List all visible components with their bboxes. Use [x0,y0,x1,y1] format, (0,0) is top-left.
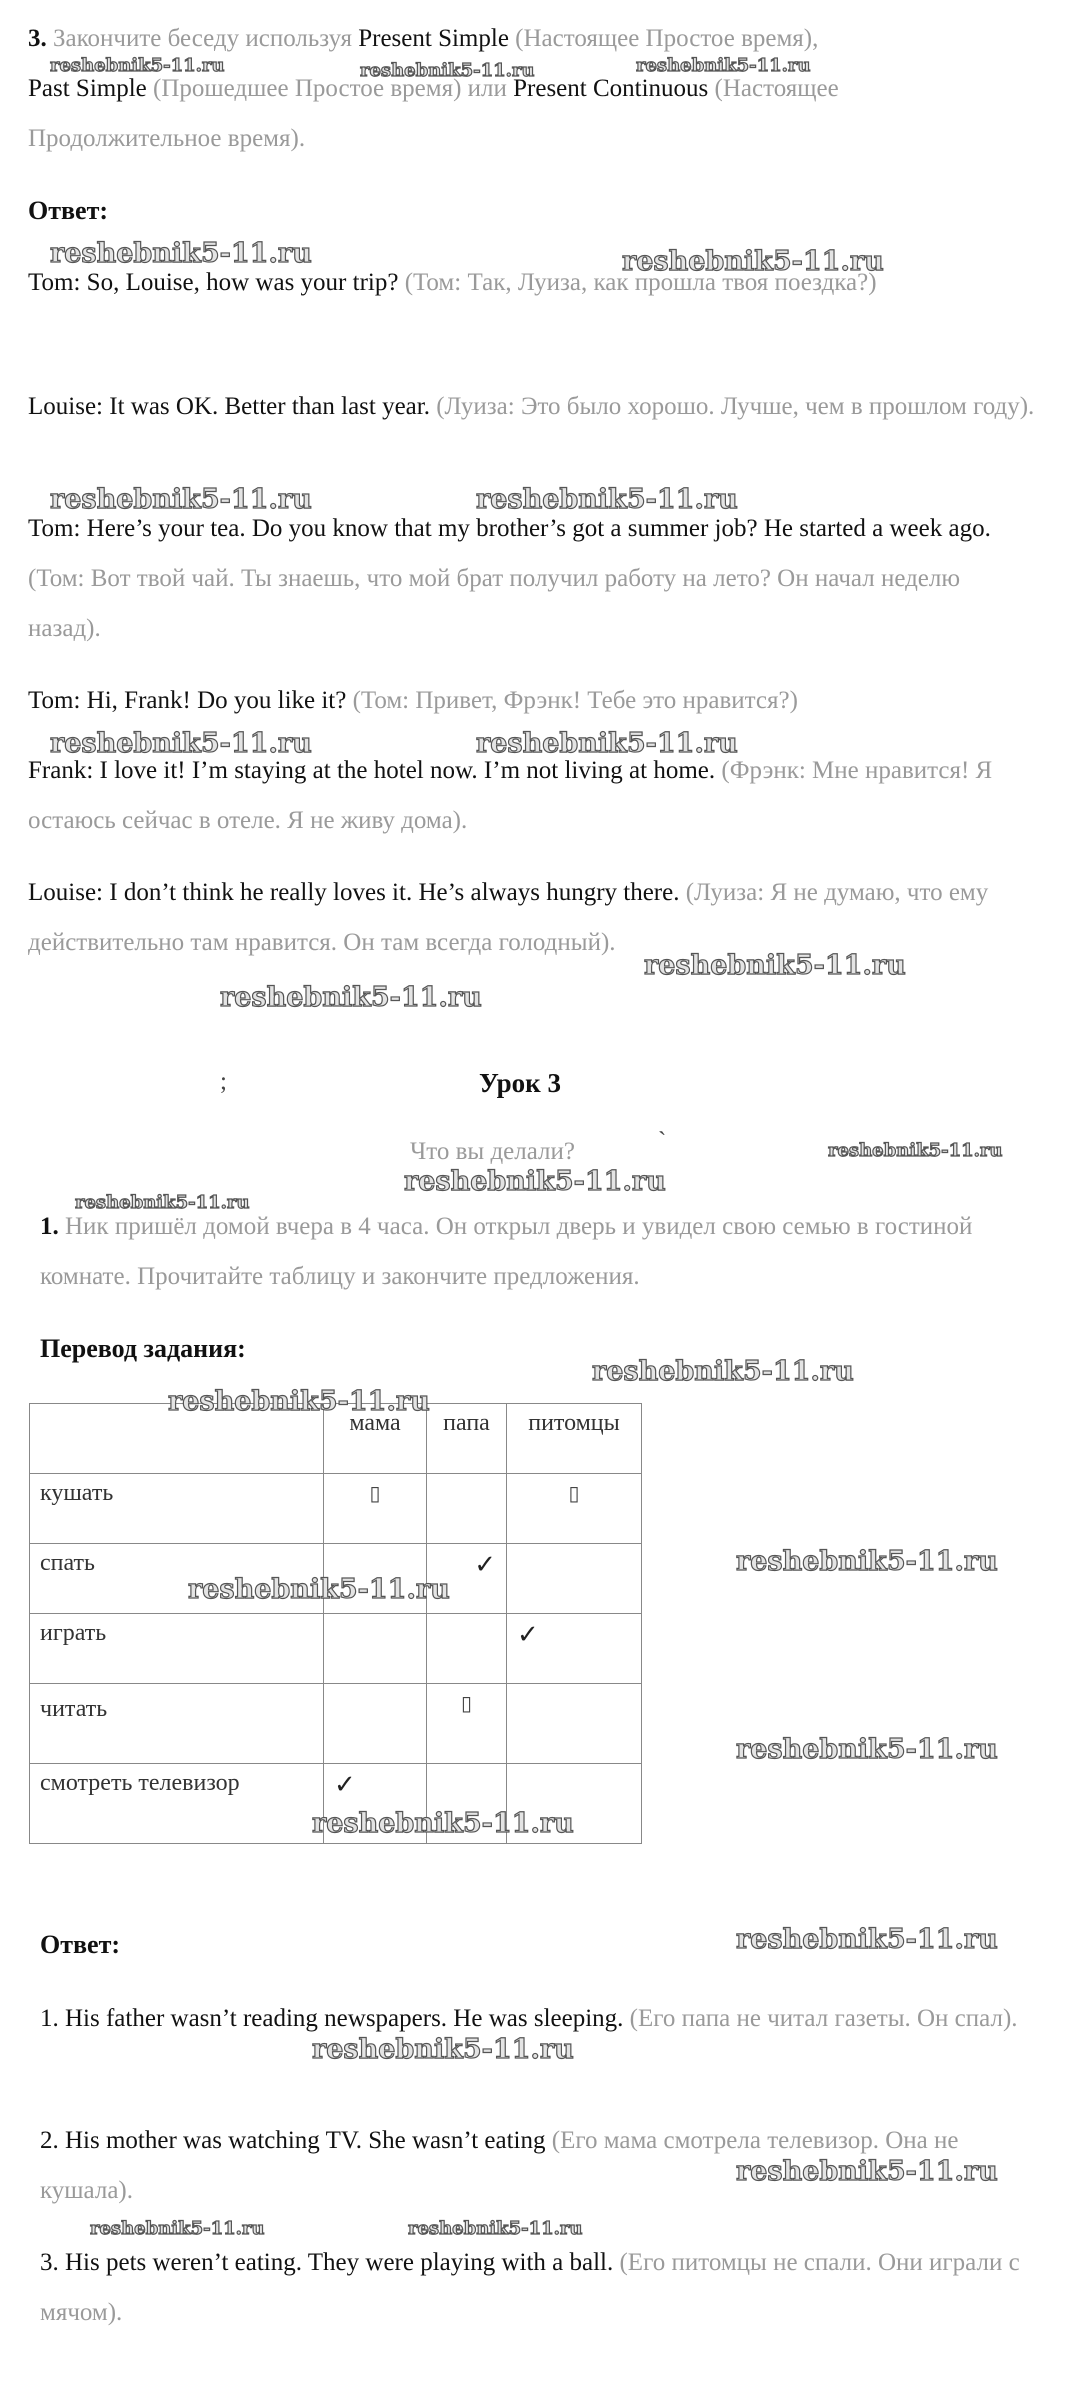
watermark: reshebnik5-11.ru [75,1192,250,1213]
dialogue-line: Tom: Hi, Frank! Do you like it? (Том: Привет, Фрэнк! Тебе это нравится?) [28,687,798,714]
table-header-cell: мама [324,1404,427,1474]
answer-item: 3. His pets weren’t eating. They were playing with a ball. (Его питомцы не спали. Они играли с мячом). [40,2249,1020,2326]
watermark: reshebnik5-11.ru [220,982,482,1013]
watermark: reshebnik5-11.ru [168,1386,430,1417]
watermark: reshebnik5-11.ru [476,728,738,759]
table-row [30,1684,642,1764]
task1-instructions: 1. Ник пришёл домой вчера в 4 часа. Он открыл дверь и увидел свою семью в гостиной комнате. Прочитайте таблицу и закончите предложения. [40,1213,973,1290]
watermark: reshebnik5-11.ru [736,2156,998,2187]
watermark: reshebnik5-11.ru [592,1356,854,1387]
answer-heading: Ответ: [28,196,109,225]
task3-instructions: 3. Закончите беседу используя Present Simple (Настоящее Простое время), Past Simple (Прошедшее Простое время) или Present Continuous (Настоящее Продолжительное время). [28,25,839,152]
answer-item: 2. His mother was watching TV. She wasn’t eating (Его мама смотрела телевизор. Она не кушала). [40,2127,959,2204]
watermark: reshebnik5-11.ru [188,1574,450,1605]
watermark: reshebnik5-11.ru [408,2218,583,2239]
stray-mark: ` [658,1128,667,1155]
table-header-cell: папа [427,1404,507,1474]
dialogue-line: Louise: It was OK. Better than last year. (Луиза: Это было хорошо. Лучше, чем в прошлом году). [28,393,1035,420]
task-number: 3. [28,25,47,52]
watermark: reshebnik5-11.ru [312,2034,574,2065]
dialogue-line: Tom: So, Louise, how was your trip? (Том: Так, Луиза, как прошла твоя поездка?) [28,269,877,296]
row-label: спать [30,1544,324,1614]
table-header-cell: питомцы [507,1404,642,1474]
answer-heading: Ответ: [40,1930,121,1959]
dialogue-line: Tom: Here’s your tea. Do you know that my brother’s got a summer job? He started a week ago. (Том: Вот твой чай. Ты знаешь, что мой брат получил работу на лето? Он начал неделю назад). [28,515,991,642]
checkmark-icon: ✓ [334,1770,356,1800]
watermark: reshebnik5-11.ru [622,246,884,277]
watermark: reshebnik5-11.ru [736,1546,998,1577]
checkbox-icon: ▯ [369,1481,381,1505]
watermark: reshebnik5-11.ru [736,1924,998,1955]
row-label: смотреть телевизор [30,1764,324,1844]
watermark: reshebnik5-11.ru [50,728,312,759]
table-row [30,1614,642,1684]
watermark: reshebnik5-11.ru [312,1808,574,1839]
watermark: reshebnik5-11.ru [360,60,535,81]
row-label: кушать [30,1474,324,1544]
task-number: 1. [40,1213,59,1240]
stray-mark: ; [220,1068,227,1095]
dialogue-line: Louise: I don’t think he really loves it. He’s always hungry there. (Луиза: Я не думаю, что ему действительно там нравится. Он там всегда голодный). [28,879,989,956]
row-label: играть [30,1614,324,1684]
watermark: reshebnik5-11.ru [50,238,312,269]
checkbox-icon: ▯ [568,1481,580,1505]
watermark: reshebnik5-11.ru [50,55,225,76]
watermark: reshebnik5-11.ru [90,2218,265,2239]
watermark: reshebnik5-11.ru [828,1140,1003,1161]
watermark: reshebnik5-11.ru [636,55,811,76]
activity-table [29,1403,642,1844]
watermark: reshebnik5-11.ru [736,1734,998,1765]
watermark: reshebnik5-11.ru [476,484,738,515]
checkbox-icon: ▯ [460,1691,472,1715]
watermark: reshebnik5-11.ru [50,484,312,515]
watermark: reshebnik5-11.ru [404,1166,666,1197]
row-label: читать [30,1684,324,1764]
watermark: reshebnik5-11.ru [644,950,906,981]
checkmark-icon: ✓ [517,1620,539,1650]
answer-item: 1. His father wasn’t reading newspapers. He was sleeping. (Его папа не читал газеты. Он спал). [40,2005,1018,2032]
lesson-title: Урок 3 [479,1068,561,1098]
table-row [30,1474,642,1544]
dialogue-line: Frank: I love it! I’m staying at the hotel now. I’m not living at home. (Фрэнк: Мне нравится! Я остаюсь сейчас в отеле. Я не живу дома). [28,757,993,834]
checkmark-icon: ✓ [474,1550,496,1580]
lesson-subtitle: Что вы делали? [410,1138,576,1165]
translation-heading: Перевод задания: [40,1334,246,1363]
